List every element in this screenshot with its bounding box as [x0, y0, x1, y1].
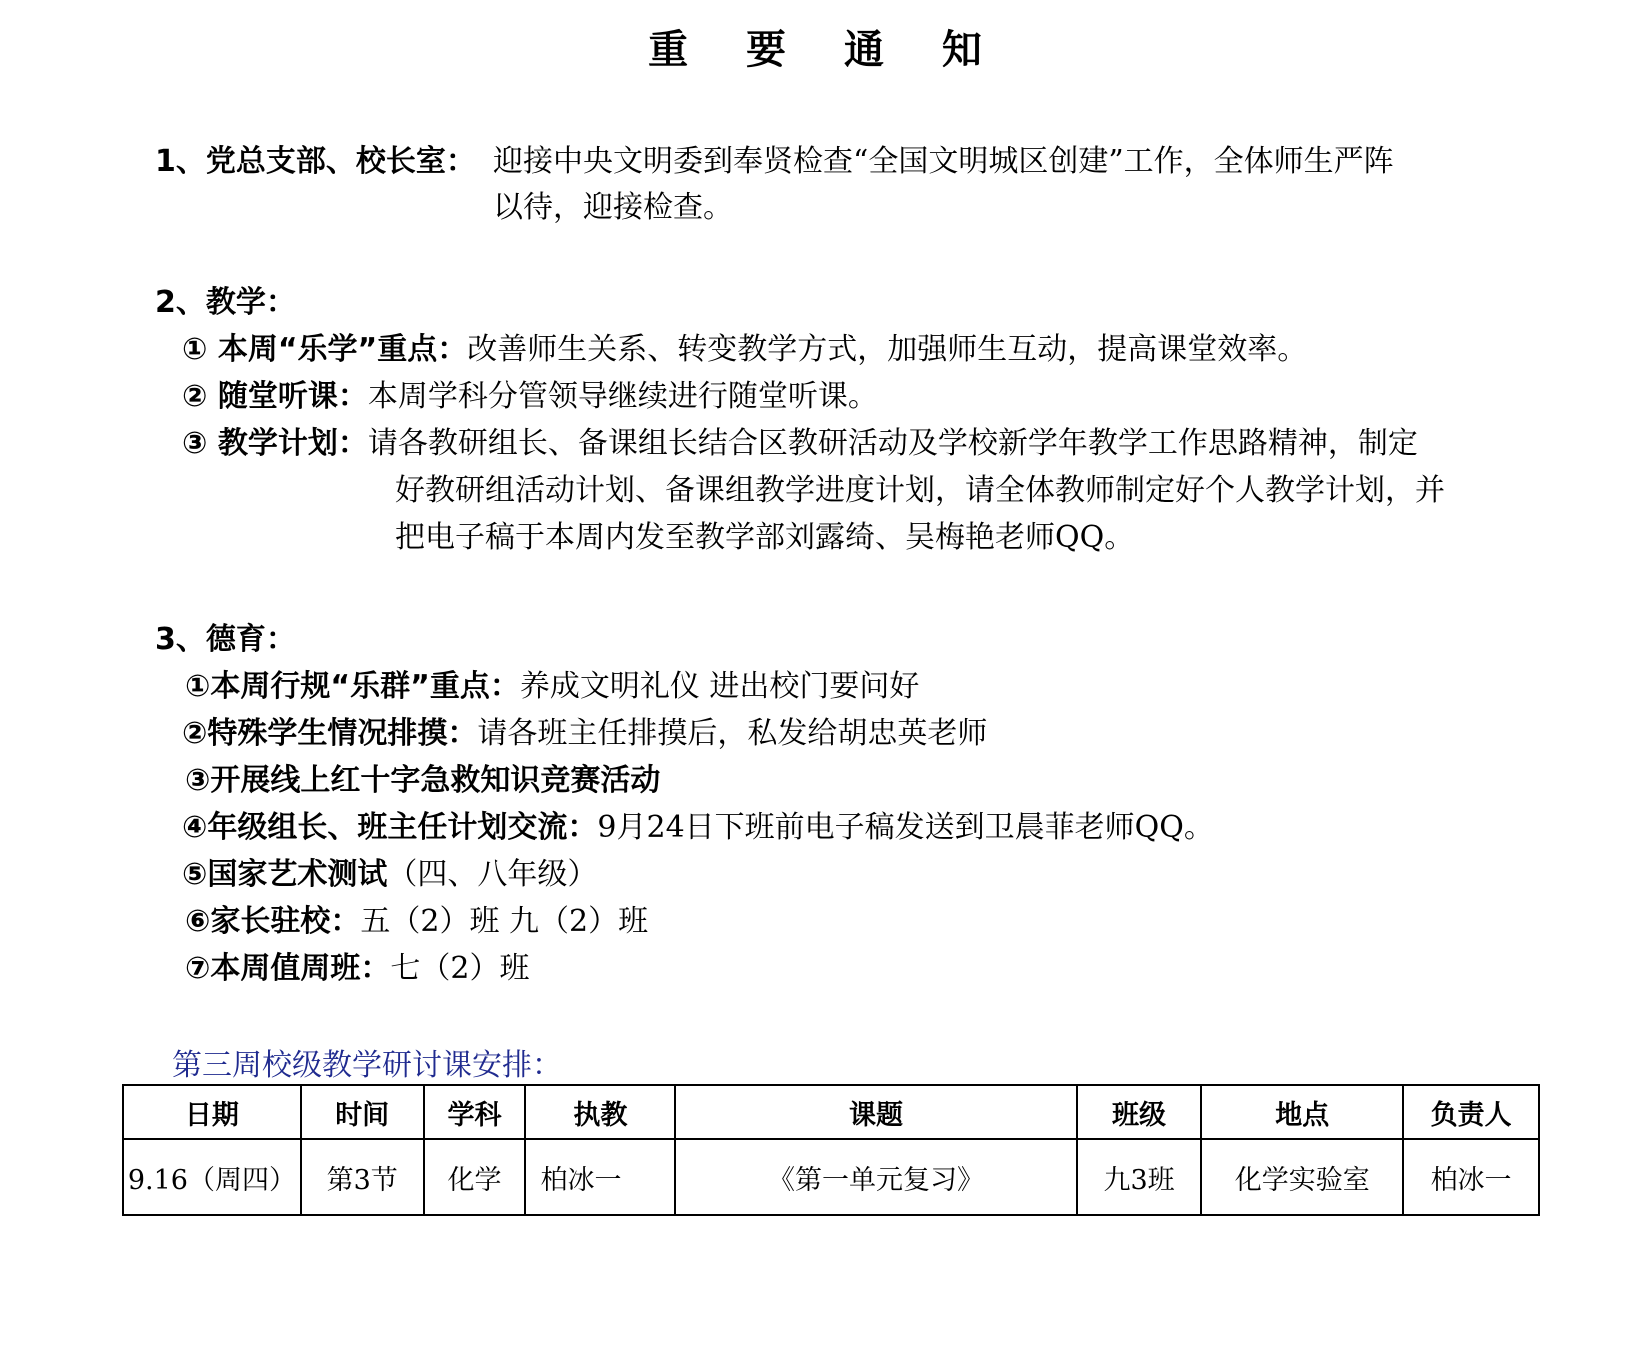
moral-item-4-text: 9月24日下班前电子稿发送到卫晨菲老师QQ。: [597, 810, 1214, 845]
teaching-item-2-label: ② 随堂听课：: [182, 379, 368, 414]
moral-item-2: [182, 714, 987, 754]
moral-item-3-label: ③开展线上红十字急救知识竞赛活动: [185, 763, 661, 798]
header-class: 班级: [1077, 1085, 1202, 1139]
section-1-heading: 1、党总支部、校长室：: [155, 144, 476, 179]
teaching-item-2: [182, 377, 878, 417]
moral-item-1: [185, 667, 919, 707]
teaching-item-3-line-3: 把电子稿于本周内发至教学部刘露绮、吴梅艳老师QQ。: [395, 520, 1135, 555]
table-row: [123, 1139, 1539, 1215]
moral-item-1-text: 养成文明礼仪 进出校门要问好: [519, 669, 920, 704]
header-teacher: 执教: [525, 1085, 675, 1139]
moral-item-1-label: ①本周行规“乐群”重点：: [185, 669, 520, 704]
cell-subject: 化学: [424, 1139, 526, 1215]
header-time: 时间: [301, 1085, 424, 1139]
cell-person-in-charge: 柏冰一: [1403, 1139, 1539, 1215]
teaching-item-2-text: 本周学科分管领导继续进行随堂听课。: [367, 379, 878, 414]
cell-topic: 《第一单元复习》: [675, 1139, 1076, 1215]
moral-item-7-text: 七（2）班: [390, 951, 530, 986]
schedule-table: [122, 1084, 1540, 1216]
teaching-item-1-label: ① 本周“乐学”重点：: [182, 332, 468, 367]
section-3-heading: 3、德育：: [155, 622, 296, 657]
moral-item-5-text: （四、八年级）: [387, 857, 598, 892]
moral-item-4-label: ④年级组长、班主任计划交流：: [182, 810, 598, 845]
teaching-item-3: [182, 424, 1418, 464]
moral-item-5: [182, 855, 597, 895]
header-subject: 学科: [424, 1085, 526, 1139]
section-1-text-line-2: 以待，迎接检查。: [493, 190, 733, 225]
schedule-header-row: [123, 1085, 1539, 1139]
cell-teacher: 柏冰一: [525, 1139, 675, 1215]
moral-item-2-label: ②特殊学生情况排摸：: [182, 716, 478, 751]
moral-item-6: [185, 902, 648, 942]
teaching-item-3-text: 请各教研组长、备课组长结合区教研活动及学校新学年教学工作思路精神，制定: [367, 426, 1418, 461]
moral-item-2-text: 请各班主任排摸后，私发给胡忠英老师: [477, 716, 988, 751]
moral-item-6-text: 五（2）班 九（2）班: [360, 904, 649, 939]
teaching-item-3-line-2: 好教研组活动计划、备课组教学进度计划，请全体教师制定好个人教学计划，并: [395, 473, 1445, 508]
cell-location: 化学实验室: [1201, 1139, 1403, 1215]
moral-item-7: [185, 949, 530, 989]
moral-item-4: [182, 808, 1214, 848]
header-date: 日期: [123, 1085, 301, 1139]
cell-time: 第3节: [301, 1139, 424, 1215]
cell-class: 九3班: [1077, 1139, 1202, 1215]
moral-item-3: [185, 761, 660, 801]
header-person-in-charge: 负责人: [1403, 1085, 1539, 1139]
schedule-caption: 第三周校级教学研讨课安排：: [172, 1048, 562, 1083]
header-location: 地点: [1201, 1085, 1403, 1139]
header-topic: 课题: [675, 1085, 1076, 1139]
moral-item-6-label: ⑥家长驻校：: [185, 904, 361, 939]
cell-date: 9.16（周四）: [123, 1139, 301, 1215]
moral-item-7-label: ⑦本周值周班：: [185, 951, 391, 986]
teaching-item-1-text: 改善师生关系、转变教学方式，加强师生互动，提高课堂效率。: [467, 332, 1308, 367]
moral-item-5-label: ⑤国家艺术测试: [182, 857, 388, 892]
section-1-text-line-1: 迎接中央文明委到奉贤检查“全国文明城区创建”工作，全体师生严阵: [493, 144, 1394, 179]
teaching-item-3-label: ③ 教学计划：: [182, 426, 368, 461]
notice-title: 重 要 通 知: [648, 27, 1004, 73]
teaching-item-1: [182, 330, 1307, 370]
section-2-heading: 2、教学：: [155, 285, 296, 320]
